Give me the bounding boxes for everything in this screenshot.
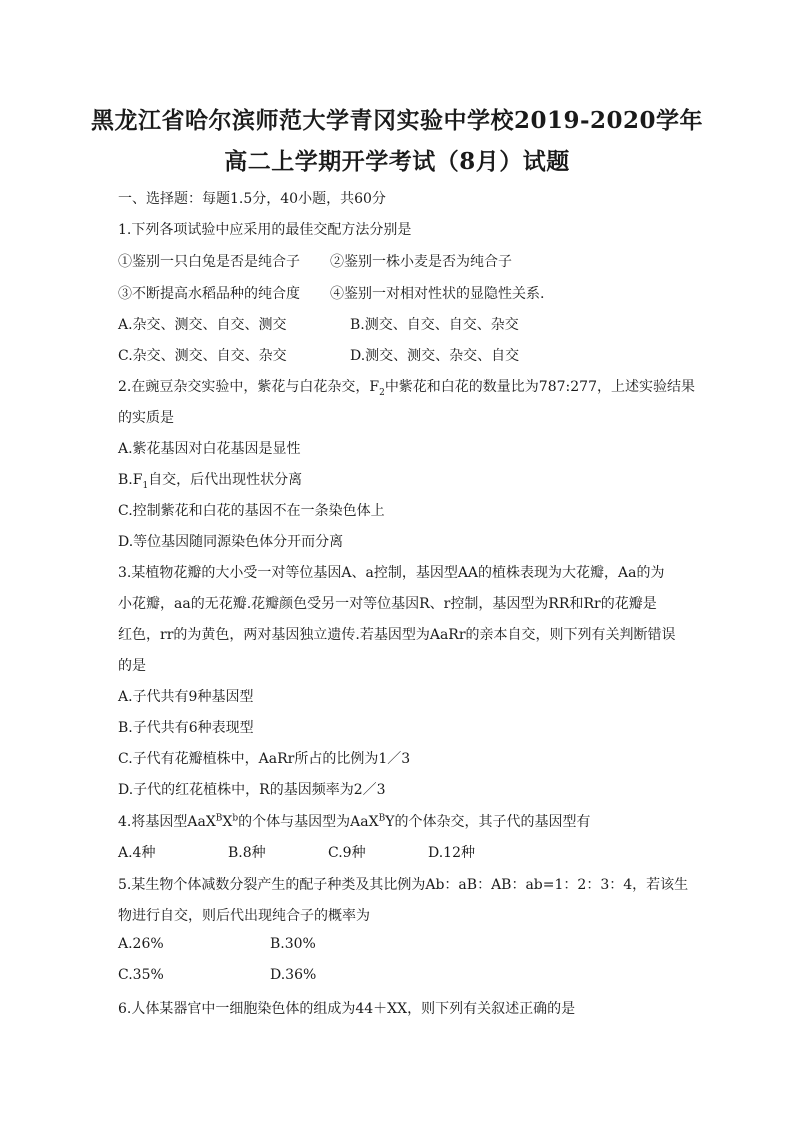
q1-option-c: C.杂交、测交、自交、杂交 bbox=[118, 348, 287, 364]
document-title-line1: 黑龙江省哈尔滨师范大学青冈实验中学校2019-2020学年 bbox=[90, 107, 704, 134]
q2-stem-subscript: 2 bbox=[379, 387, 385, 398]
q5-stem-line2: 物进行自交，则后代出现纯合子的概率为 bbox=[118, 908, 370, 924]
q1-item-2: ②鉴别一株小麦是否为纯合子 bbox=[330, 254, 512, 270]
q4-stem-part1: 4.将基因型AaX bbox=[118, 814, 216, 830]
q5-option-b: B.30% bbox=[270, 936, 316, 952]
q4-stem bbox=[118, 811, 590, 831]
q1-option-a: A.杂交、测交、自交、测交 bbox=[118, 317, 287, 333]
q2-option-b bbox=[118, 469, 302, 489]
q1-item-4: ④鉴别一对相对性状的显隐性关系. bbox=[330, 286, 545, 302]
q4-superscript-3: B bbox=[378, 813, 386, 824]
q4-option-d: D.12种 bbox=[428, 845, 475, 861]
q3-option-c: C.子代有花瓣植株中，AaRr所占的比例为1／3 bbox=[118, 751, 411, 767]
q2-option-d: D.等位基因随同源染色体分开而分离 bbox=[118, 534, 344, 550]
q2-option-b-part2: 自交，后代出现性状分离 bbox=[148, 472, 303, 488]
q4-stem-part2: X bbox=[222, 814, 233, 830]
q2-stem-part1: 2.在豌豆杂交实验中，紫花与白花杂交，F bbox=[118, 379, 380, 395]
q2-stem-line1 bbox=[118, 376, 695, 396]
q2-stem-part2: 中紫花和白花的数量比为787:277，上述实验结果 bbox=[384, 379, 695, 395]
q4-superscript-1: B bbox=[215, 813, 223, 824]
q5-option-d: D.36% bbox=[270, 967, 317, 983]
q4-option-b: B.8种 bbox=[228, 845, 266, 861]
q5-stem-line1: 5.某生物个体减数分裂产生的配子种类及其比例为Ab：aB：AB：ab=1：2：3：4，若该生 bbox=[118, 877, 689, 893]
q5-option-a: A.26% bbox=[118, 936, 164, 952]
section-heading: 一、选择题：每题1.5分，40小题，共60分 bbox=[118, 191, 386, 207]
q3-option-d: D.子代的红花植株中，R的基因频率为2／3 bbox=[118, 782, 386, 798]
q4-superscript-2: b bbox=[232, 813, 239, 824]
q3-stem-line2: 小花瓣，aa的无花瓣.花瓣颜色受另一对等位基因R、r控制，基因型为RR和Rr的花瓣是 bbox=[118, 596, 657, 612]
q4-option-a: A.4种 bbox=[118, 845, 156, 861]
q2-option-b-subscript: 1 bbox=[142, 480, 149, 491]
q4-option-c: C.9种 bbox=[328, 845, 366, 861]
q1-stem: 1.下列各项试验中应采用的最佳交配方法分别是 bbox=[118, 222, 412, 238]
q4-stem-part4: Y的个体杂交，其子代的基因型有 bbox=[385, 814, 591, 830]
q2-stem-line2: 的实质是 bbox=[118, 410, 174, 426]
q2-option-a: A.紫花基因对白花基因是显性 bbox=[118, 441, 301, 457]
q2-option-b-part1: B.F bbox=[118, 472, 143, 488]
q1-item-1: ①鉴别一只白兔是否是纯合子 bbox=[118, 254, 300, 270]
q1-option-b: B.测交、自交、自交、杂交 bbox=[350, 317, 519, 333]
q1-item-3: ③不断提高水稻品种的纯合度 bbox=[118, 286, 300, 302]
q3-option-b: B.子代共有6种表现型 bbox=[118, 720, 254, 736]
q4-stem-part3: 的个体与基因型为AaX bbox=[238, 814, 379, 830]
q3-stem-line4: 的是 bbox=[118, 658, 146, 674]
q3-stem-line1: 3.某植物花瓣的大小受一对等位基因A、a控制，基因型AA的植株表现为大花瓣，Aa的为 bbox=[118, 565, 665, 581]
q6-stem: 6.人体某器官中一细胞染色体的组成为44＋XX，则下列有关叙述正确的是 bbox=[118, 1001, 576, 1017]
q3-stem-line3: 红色，rr的为黄色，两对基因独立遗传.若基因型为AaRr的亲本自交，则下列有关判断错误 bbox=[118, 627, 676, 643]
document-title-line2: 高二上学期开学考试（8月）试题 bbox=[224, 148, 570, 175]
q1-option-d: D.测交、测交、杂交、自交 bbox=[350, 348, 520, 364]
q3-option-a: A.子代共有9种基因型 bbox=[118, 689, 254, 705]
q2-option-c: C.控制紫花和白花的基因不在一条染色体上 bbox=[118, 503, 385, 519]
q5-option-c: C.35% bbox=[118, 967, 164, 983]
